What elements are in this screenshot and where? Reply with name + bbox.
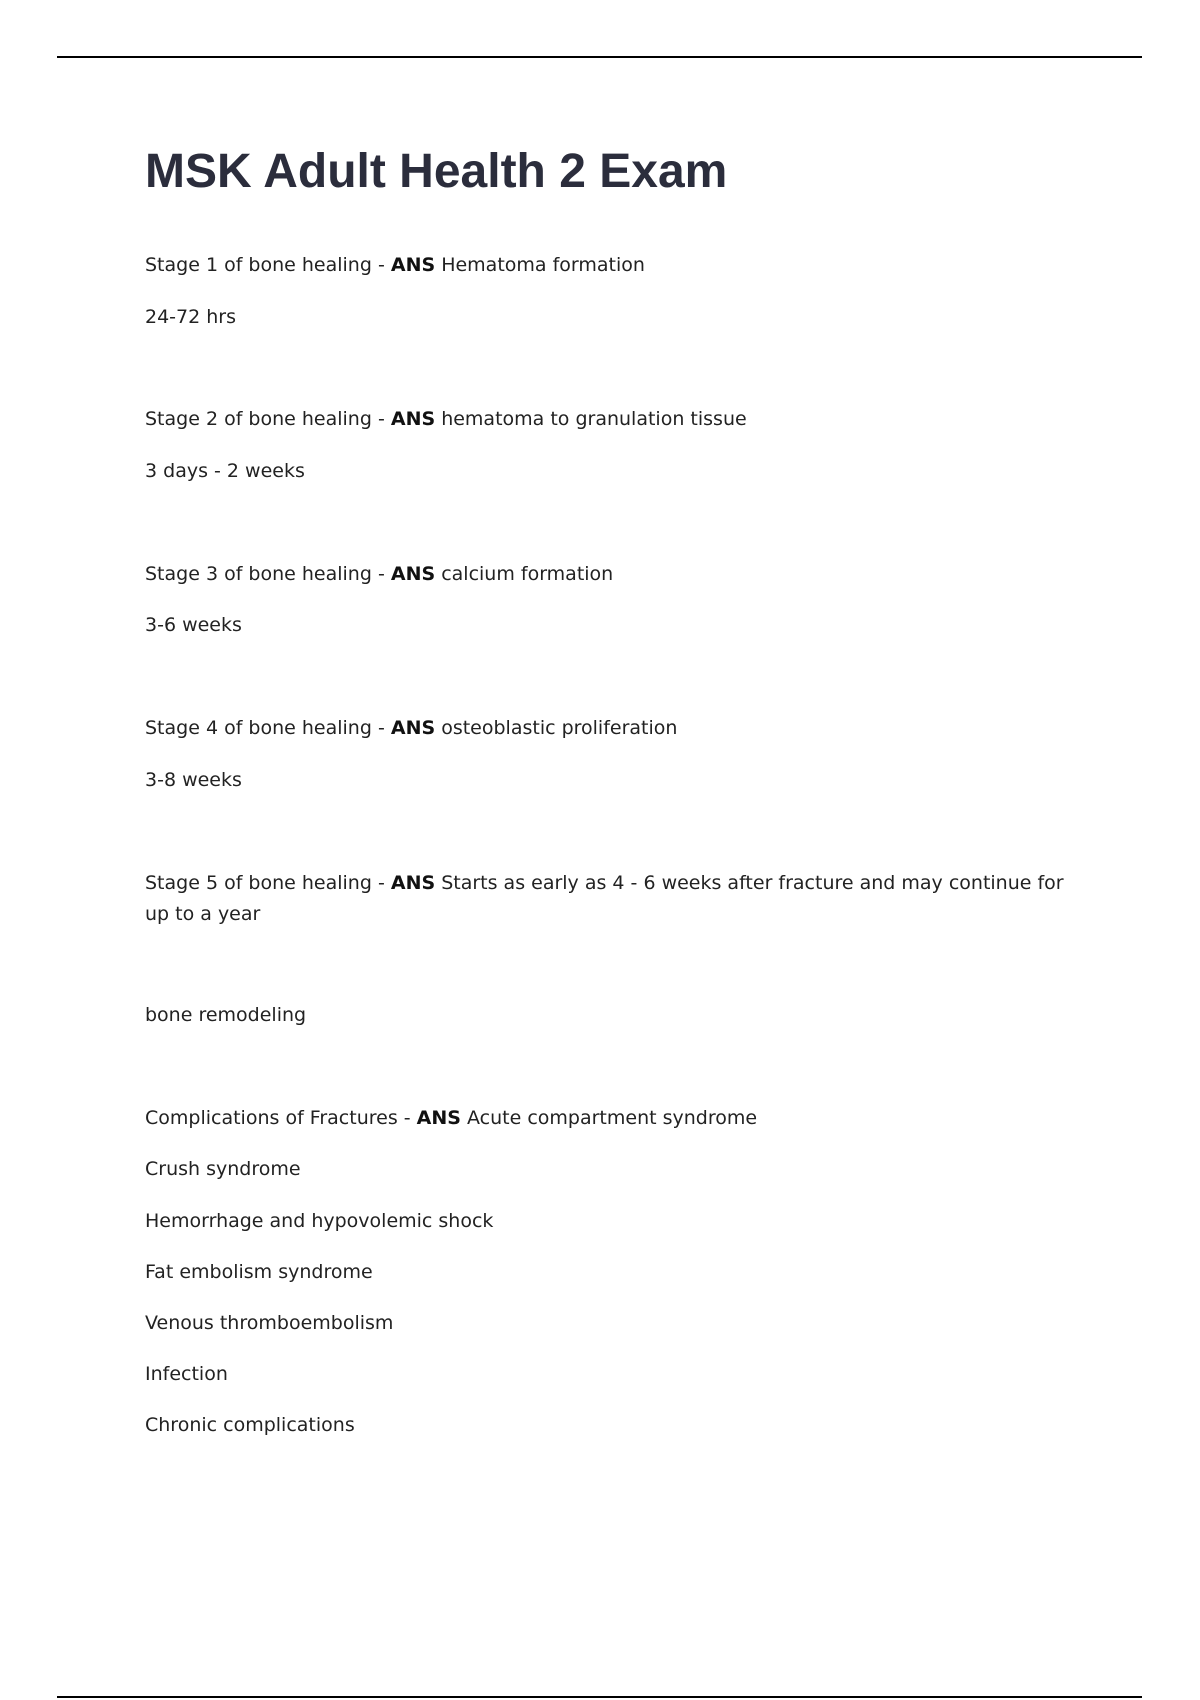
- answer-detail: 3-6 weeks: [145, 614, 242, 636]
- answer-detail: Fat embolism syndrome: [145, 1261, 373, 1283]
- answer-text: hematoma to granulation tissue: [435, 408, 747, 430]
- page-title: MSK Adult Health 2 Exam: [145, 145, 728, 198]
- answer-detail: Hemorrhage and hypovolemic shock: [145, 1210, 494, 1232]
- question-line: [145, 713, 1075, 744]
- question-text: Stage 2 of bone healing -: [145, 408, 391, 430]
- ans-label: ANS: [390, 872, 436, 894]
- bottom-rule: [57, 1696, 1142, 1698]
- top-rule: [57, 56, 1142, 58]
- answer-detail: Infection: [145, 1363, 228, 1385]
- answer-detail: 3-8 weeks: [145, 769, 242, 791]
- question-line: [145, 250, 1075, 281]
- ans-label: ANS: [416, 1107, 461, 1129]
- answer-text: osteoblastic proliferation: [435, 717, 678, 739]
- question-text: Stage 4 of bone healing -: [145, 717, 391, 739]
- ans-label: ANS: [390, 563, 436, 585]
- question-text: Stage 1 of bone healing -: [145, 254, 391, 276]
- answer-detail: Crush syndrome: [145, 1158, 301, 1180]
- answer-text: Acute compartment syndrome: [460, 1107, 758, 1129]
- question-line: [145, 559, 1075, 590]
- answer-text: calcium formation: [435, 563, 614, 585]
- answer-detail: 24-72 hrs: [145, 306, 237, 328]
- answer-detail: Venous thromboembolism: [145, 1312, 394, 1334]
- question-text: Stage 3 of bone healing -: [145, 563, 391, 585]
- answer-detail: 3 days - 2 weeks: [145, 460, 305, 482]
- question-text: Complications of Fractures -: [145, 1107, 417, 1129]
- question-line: [145, 404, 1075, 435]
- answer-text: Starts as early as 4 - 6 weeks after fracture and may continue for up to a year: [145, 872, 1064, 925]
- answer-detail: bone remodeling: [145, 1004, 307, 1026]
- question-text: Stage 5 of bone healing -: [145, 872, 391, 894]
- question-line: [145, 1103, 1075, 1134]
- ans-label: ANS: [390, 717, 436, 739]
- question-line: [145, 868, 1075, 930]
- answer-text: Hematoma formation: [435, 254, 645, 276]
- ans-label: ANS: [390, 408, 436, 430]
- ans-label: ANS: [390, 254, 436, 276]
- answer-detail: Chronic complications: [145, 1414, 355, 1436]
